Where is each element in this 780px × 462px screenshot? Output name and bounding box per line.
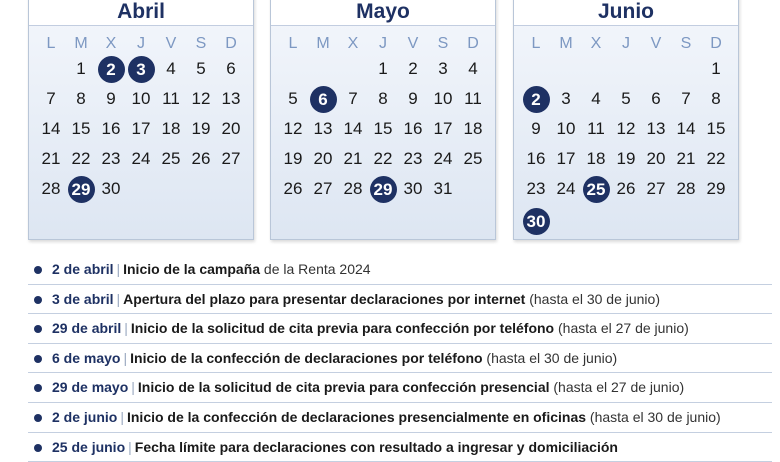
event-row [28, 344, 772, 374]
weekday-label: V [165, 35, 177, 52]
day-cell: 21 [41, 149, 61, 168]
day-cell: 10 [131, 89, 151, 108]
day-cell: 1 [711, 59, 721, 78]
day-cell: 4 [468, 59, 478, 78]
event-note: (hasta el 27 de junio) [554, 320, 689, 337]
bullet-icon [34, 325, 42, 333]
bullet-icon [34, 444, 42, 452]
day-cell: 16 [526, 149, 546, 168]
day-cell: 28 [41, 179, 61, 198]
separator: | [116, 290, 121, 307]
day-cell: 18 [463, 119, 483, 138]
day-cell: 17 [556, 149, 576, 168]
day-cell: 9 [106, 89, 116, 108]
day-cell: 13 [221, 89, 241, 108]
event-note: de la Renta 2024 [260, 261, 371, 277]
day-cell: 16 [403, 119, 423, 138]
day-cell: 23 [101, 149, 121, 168]
event-row [28, 285, 772, 315]
day-cell: 19 [616, 149, 636, 168]
weekday-label: S [680, 35, 692, 52]
day-cell: 21 [676, 149, 696, 168]
weekday-header [271, 35, 495, 55]
event-date: 29 de mayo [52, 379, 129, 396]
weekday-label: D [710, 35, 722, 52]
highlighted-day: 6 [310, 86, 337, 113]
highlighted-day: 29 [370, 176, 397, 203]
highlighted-day: 3 [128, 56, 155, 83]
calendar-abril [28, 0, 254, 240]
day-cell: 24 [433, 149, 453, 168]
day-cell: 20 [313, 149, 333, 168]
month-title: Mayo [271, 0, 495, 26]
event-text [52, 285, 660, 313]
event-note: (hasta el 30 de junio) [586, 408, 721, 425]
event-date: 25 de junio [52, 438, 126, 455]
event-title: Fecha límite para declaraciones con resultado a ingresar y domiciliación [134, 438, 618, 455]
day-cell: 10 [556, 119, 576, 138]
separator: | [120, 408, 124, 425]
day-cell: 2 [408, 59, 418, 78]
day-cell: 8 [711, 89, 721, 108]
bullet-icon [34, 355, 42, 363]
day-cell: 5 [621, 89, 631, 108]
day-cell: 15 [706, 119, 726, 138]
day-cell: 14 [343, 119, 363, 138]
day-cell: 28 [343, 179, 363, 198]
weekday-label: L [46, 35, 56, 52]
day-cell: 28 [676, 179, 696, 198]
day-cell: 26 [191, 149, 211, 168]
day-cell: 15 [71, 119, 91, 138]
event-note: (hasta el 30 de junio) [525, 290, 660, 307]
day-cell: 17 [131, 119, 151, 138]
event-title: Inicio de la solicitud de cita previa para confección presencial [137, 379, 550, 396]
day-cell: 8 [76, 89, 86, 108]
event-title: Inicio de la confección de declaraciones por teléfono [130, 349, 483, 366]
weekday-label: J [379, 35, 387, 52]
day-cell: 22 [71, 149, 91, 168]
day-cell: 23 [526, 179, 546, 198]
day-cell: 24 [556, 179, 576, 198]
event-text [52, 255, 371, 283]
bullet-icon [34, 384, 42, 392]
highlighted-day: 30 [523, 208, 550, 235]
day-cell: 25 [463, 149, 483, 168]
day-cell: 5 [196, 59, 206, 78]
day-cell: 4 [591, 89, 601, 108]
weekday-label: L [288, 35, 298, 52]
day-cell: 12 [616, 119, 636, 138]
day-cell: 9 [408, 89, 418, 108]
highlighted-day: 29 [68, 176, 95, 203]
day-cell: 3 [561, 89, 571, 108]
event-text [52, 433, 618, 461]
event-date: 2 de junio [52, 408, 118, 425]
day-cell: 16 [101, 119, 121, 138]
day-cell: 13 [646, 119, 666, 138]
day-cell: 18 [586, 149, 606, 168]
month-title: Junio [514, 0, 738, 26]
bullet-icon [34, 266, 42, 274]
day-cell: 3 [438, 59, 448, 78]
highlighted-day: 2 [98, 56, 125, 83]
separator: | [116, 261, 121, 277]
weekday-label: M [74, 35, 88, 52]
weekday-label: X [347, 35, 359, 52]
event-row [28, 255, 772, 285]
event-text [52, 314, 689, 342]
day-cell: 11 [162, 89, 180, 108]
day-cell: 19 [283, 149, 303, 168]
day-cell: 14 [41, 119, 61, 138]
event-title: Inicio de la campaña [123, 261, 261, 277]
day-cell: 27 [221, 149, 241, 168]
event-row [28, 403, 772, 433]
day-cell: 24 [131, 149, 151, 168]
weekday-label: X [105, 35, 117, 52]
event-date: 3 de abril [52, 290, 114, 307]
bullet-icon [34, 296, 42, 304]
day-cell: 9 [531, 119, 541, 138]
event-date: 29 de abril [52, 320, 122, 337]
separator: | [124, 320, 128, 337]
event-note: (hasta el 27 de junio) [549, 379, 685, 396]
weekday-label: M [316, 35, 330, 52]
weekday-label: D [467, 35, 479, 52]
day-cell: 20 [646, 149, 666, 168]
weekday-label: M [559, 35, 573, 52]
day-cell: 8 [378, 89, 388, 108]
bullet-icon [34, 414, 42, 422]
highlighted-day: 25 [583, 176, 610, 203]
event-text [52, 373, 684, 401]
separator: | [131, 379, 135, 396]
day-cell: 12 [191, 89, 211, 108]
day-cell: 7 [681, 89, 691, 108]
day-cell: 13 [313, 119, 333, 138]
calendar-junio [513, 0, 739, 240]
day-cell: 18 [161, 119, 181, 138]
event-row [28, 314, 772, 344]
highlighted-day: 2 [523, 86, 550, 113]
day-cell: 15 [373, 119, 393, 138]
day-cell: 1 [378, 59, 388, 78]
day-cell: 31 [433, 179, 453, 198]
day-cell: 29 [706, 179, 726, 198]
day-cell: 17 [433, 119, 453, 138]
weekday-label: S [437, 35, 449, 52]
day-cell: 7 [46, 89, 56, 108]
weekday-header [514, 35, 738, 55]
day-cell: 21 [343, 149, 363, 168]
month-title: Abril [29, 0, 253, 26]
day-cell: 12 [283, 119, 303, 138]
day-cell: 27 [646, 179, 666, 198]
weekday-label: L [531, 35, 541, 52]
weekday-label: J [622, 35, 630, 52]
weekday-label: V [650, 35, 662, 52]
weekday-label: J [137, 35, 145, 52]
day-cell: 27 [313, 179, 333, 198]
day-cell: 26 [283, 179, 303, 198]
day-cell: 7 [348, 89, 358, 108]
event-date: 6 de mayo [52, 349, 121, 366]
weekday-label: X [590, 35, 602, 52]
calendar-mayo [270, 0, 496, 240]
day-cell: 1 [76, 59, 86, 78]
weekday-label: S [195, 35, 207, 52]
event-title: Inicio de la solicitud de cita previa para confección por teléfono [130, 320, 555, 337]
day-cell: 23 [403, 149, 423, 168]
weekday-label: D [225, 35, 237, 52]
event-row [28, 433, 772, 462]
event-text [52, 403, 721, 431]
day-cell: 14 [676, 119, 696, 138]
day-cell: 10 [433, 89, 453, 108]
weekday-header [29, 35, 253, 55]
day-cell: 11 [587, 119, 605, 138]
day-cell: 20 [221, 119, 241, 138]
weekday-label: V [407, 35, 419, 52]
day-cell: 25 [161, 149, 181, 168]
event-text [52, 344, 617, 372]
day-cell: 6 [226, 59, 236, 78]
day-cell: 19 [191, 119, 211, 138]
separator: | [128, 438, 132, 455]
event-title: Apertura del plazo para presentar declaraciones por internet [123, 290, 526, 307]
day-cell: 5 [288, 89, 298, 108]
event-title: Inicio de la confección de declaraciones presencialmente en oficinas [126, 408, 587, 425]
event-row [28, 373, 772, 403]
day-cell: 30 [101, 179, 121, 198]
day-cell: 4 [166, 59, 176, 78]
event-note: (hasta el 30 de junio) [482, 349, 618, 366]
day-cell: 6 [651, 89, 661, 108]
day-cell: 26 [616, 179, 636, 198]
event-date: 2 de abril [52, 261, 114, 277]
day-cell: 22 [706, 149, 726, 168]
separator: | [123, 349, 128, 366]
day-cell: 22 [373, 149, 393, 168]
day-cell: 30 [403, 179, 423, 198]
day-cell: 11 [464, 89, 482, 108]
event-list [28, 255, 772, 462]
